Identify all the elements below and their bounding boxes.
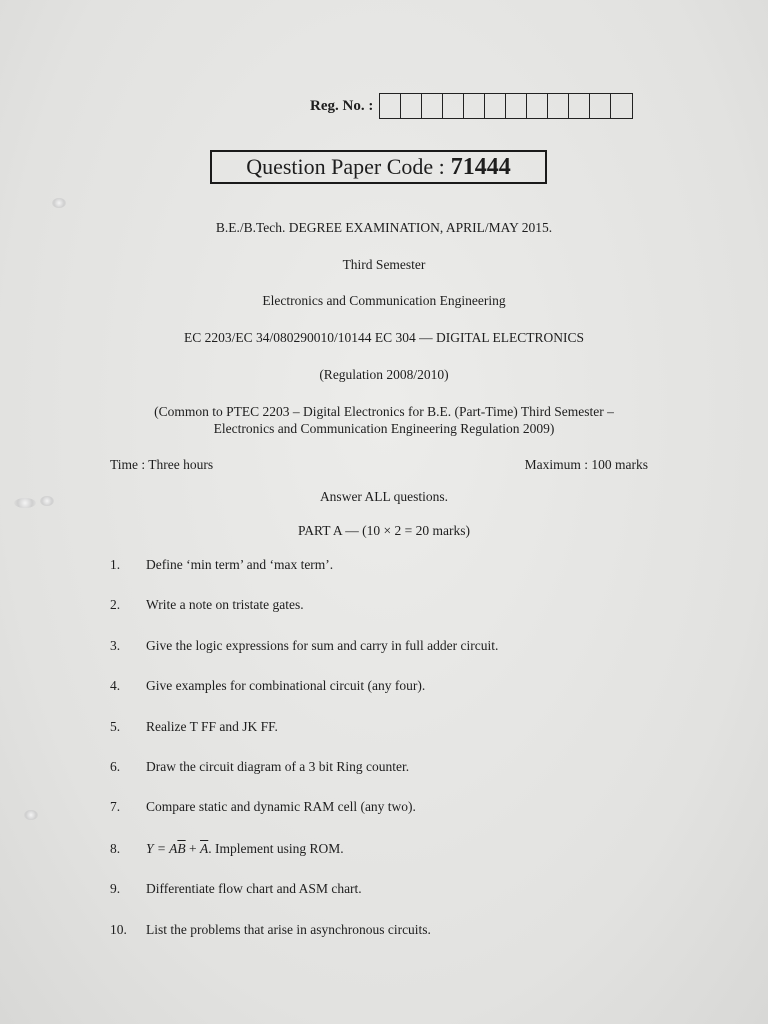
reg-digit-box: [590, 94, 611, 118]
exam-duration: Time : Three hours: [110, 457, 214, 472]
question-text: Realize T FF and JK FF.: [146, 719, 278, 734]
semester: Third Semester: [342, 257, 426, 272]
question-text: Write a note on tristate gates.: [146, 597, 304, 612]
exam-title: B.E./B.Tech. DEGREE EXAMINATION, APRIL/MAY 2015.: [215, 220, 553, 235]
reg-digit-box: [401, 94, 422, 118]
regulation: (Regulation 2008/2010): [319, 367, 449, 382]
reg-digit-box: [569, 94, 590, 118]
expr-b-bar: $\overline{B}$: [177, 841, 186, 856]
question-paper-code-label: Question Paper Code :: [246, 154, 445, 179]
reg-digit-box: [506, 94, 527, 118]
question-paper-code-number: 71444: [450, 153, 511, 180]
question-item: [110, 799, 416, 815]
expr-y: Y: [146, 841, 154, 856]
question-number: 10.: [110, 922, 127, 937]
reg-digit-box: [527, 94, 548, 118]
question-text: Give examples for combinational circuit (any four).: [146, 678, 426, 693]
question-number: 6.: [110, 759, 121, 774]
question-item: [110, 638, 498, 654]
question-text: . Implement using ROM.: [208, 841, 344, 856]
question-number: 2.: [110, 597, 121, 612]
question-number: 7.: [110, 799, 121, 814]
expr-plus: +: [185, 841, 201, 856]
paper-speck: [24, 810, 38, 820]
question-number: 9.: [110, 881, 121, 896]
instruction: Answer ALL questions.: [319, 489, 449, 504]
part-a-heading: PART A — (10 × 2 = 20 marks): [298, 523, 470, 538]
question-text: Draw the circuit diagram of a 3 bit Ring counter.: [146, 759, 410, 774]
registration-number: [310, 93, 633, 119]
question-item: [110, 841, 344, 857]
maximum-marks: Maximum : 100 marks: [524, 457, 648, 472]
question-item: [110, 597, 304, 613]
reg-digit-box: [611, 94, 632, 118]
question-number: 5.: [110, 719, 121, 734]
question-item: [110, 557, 333, 573]
department: Electronics and Communication Engineering: [262, 293, 506, 308]
question-paper-code: [210, 150, 547, 184]
question-text: List the problems that arise in asynchronous circuits.: [146, 922, 431, 937]
course-title: EC 2203/EC 34/080290010/10144 EC 304 — DIGITAL ELECTRONICS: [183, 330, 585, 345]
common-note-line1: (Common to PTEC 2203 – Digital Electronics for B.E. (Part-Time) Third Semester –: [154, 404, 614, 419]
paper-speck: [52, 198, 66, 208]
question-text: Define ‘min term’ and ‘max term’.: [146, 557, 334, 572]
reg-digit-box: [464, 94, 485, 118]
expr-eq-a: = A: [153, 841, 178, 856]
question-number: 1.: [110, 557, 121, 572]
reg-digit-box: [443, 94, 464, 118]
boolean-expression: [146, 841, 208, 857]
question-number: 4.: [110, 678, 121, 693]
question-item: [110, 719, 278, 735]
question-item: [110, 881, 362, 897]
reg-digit-box: [422, 94, 443, 118]
question-number: 8.: [110, 841, 121, 856]
reg-digit-box: [485, 94, 506, 118]
question-text: Give the logic expressions for sum and carry in full adder circuit.: [146, 638, 499, 653]
expr-a-bar: $\overline{A}$: [200, 841, 209, 856]
question-item: [110, 678, 425, 694]
question-item: [110, 759, 409, 775]
question-text: Differentiate flow chart and ASM chart.: [146, 881, 362, 896]
question-text: Compare static and dynamic RAM cell (any two).: [146, 799, 416, 814]
reg-no-label: Reg. No. :: [310, 97, 374, 114]
reg-digit-box: [380, 94, 401, 118]
question-item: [110, 922, 431, 938]
question-number: 3.: [110, 638, 121, 653]
common-note-line2: Electronics and Communication Engineering Regulation 2009): [213, 421, 555, 436]
reg-no-boxes: [379, 93, 633, 119]
reg-digit-box: [548, 94, 569, 118]
